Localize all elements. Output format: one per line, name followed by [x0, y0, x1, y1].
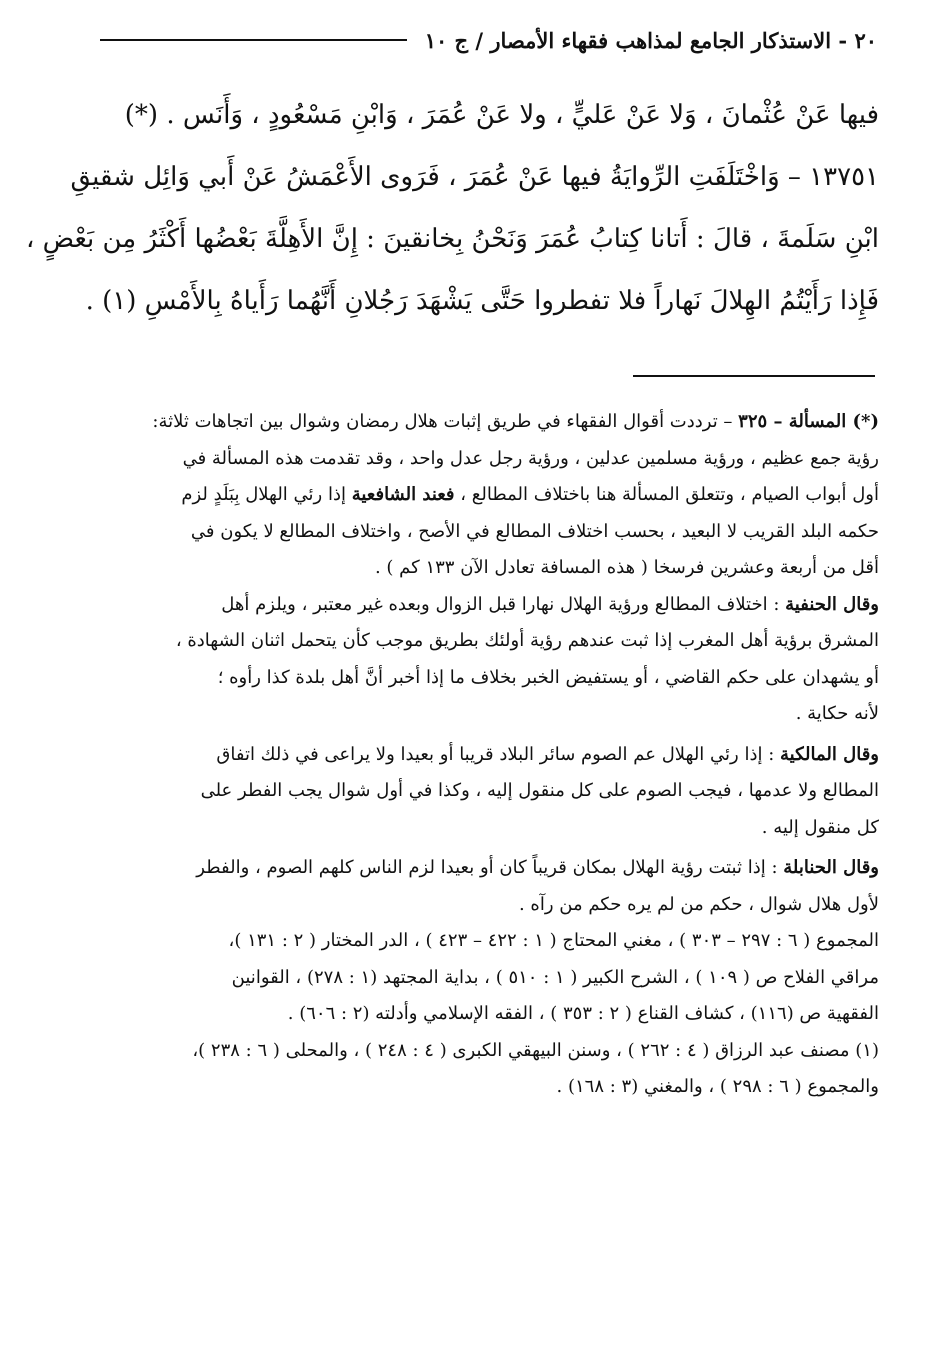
footnote-separator	[633, 375, 875, 377]
main-line: ابْنِ سَلَمةَ ، قالَ : أَتانا كِتابُ عُمَرَ وَنَحْنُ بِخانقينَ : إِنَّ الأَهِلَّةَ بَعْضُها أَكْثَرُ مِن بَعْضٍ ،	[25, 224, 879, 254]
footnote-line	[96, 550, 879, 587]
footnote-line	[96, 810, 879, 847]
main-line: فيها عَنْ عُثْمانَ ، وَلا عَنْ عَليٍّ ، ولا عَنْ عُمَرَ ، وَابْنِ مَسْعُودٍ ، وَأَنَس . (*)	[124, 100, 879, 130]
footnote-text: إذا رئي الهلال بِبَلَدٍ لزم	[181, 484, 352, 505]
footnote-heading: وقال الحنابلة	[783, 857, 879, 878]
footnote-line	[96, 404, 879, 441]
footnote-text: الفقهية ص (١١٦) ، كشاف القناع ( ٢ : ٣٥٣ ) ، الفقه الإسلامي وأدلته (٢ : ٦٠٦) .	[287, 1003, 879, 1024]
main-line: ١٣٧٥١ – وَاخْتَلَفَتِ الرِّوايَةُ فيها عَنْ عُمَرَ ، فَرَوى الأَعْمَشُ عَنْ أَبي وَائِل شقيقِ	[70, 162, 879, 192]
footnote-text: لأول هلال شوال ، حكم من لم يره حكم من رآه .	[518, 893, 879, 915]
footnote-line	[96, 660, 879, 697]
footnote-heading: وقال الحنفية	[785, 593, 879, 615]
footnote-line	[96, 773, 879, 810]
footnote-text: المطالع ولا عدمها ، فيجب الصوم على كل منقول إليه ، وكذا في أول شوال يجب الفطر على	[200, 780, 879, 801]
footnote-heading: (*) المسألة – ٣٢٥	[738, 411, 879, 432]
footnote-text: أو يشهدان على حكم القاضي ، أو يستفيض الخبر بخلاف ما إذا أخبر أنَّ أهل بلدة كذا رأوه ؛	[217, 666, 879, 688]
footnotes	[96, 404, 879, 1106]
footnote-line	[96, 1069, 879, 1106]
footnote-line	[96, 850, 879, 887]
footnote-text: – ترددت أقوال الفقهاء في طريق إثبات هلال رمضان وشوال بين اتجاهات ثلاثة:	[152, 411, 739, 432]
footnote-text: أول أبواب الصيام ، وتتعلق المسألة هنا باختلاف المطالع ،	[454, 484, 879, 505]
footnote-line	[96, 477, 879, 514]
footnote-line	[96, 696, 879, 733]
footnote-line	[96, 514, 879, 551]
footnote-heading: فعند الشافعية	[351, 484, 455, 505]
footnote-line	[96, 737, 879, 774]
footnote-line	[96, 441, 879, 478]
footnote-line	[96, 996, 879, 1033]
footnote-line	[96, 923, 879, 960]
footnote-text: أقل من أربعة وعشرين فرسخا ( هذه المسافة تعادل الآن ١٣٣ كم ) .	[374, 557, 879, 578]
footnote-heading: وقال المالكية	[779, 743, 879, 765]
header-rule	[100, 39, 407, 41]
footnote-text: : اختلاف المطالع ورؤية الهلال نهارا قبل الزوال وبعده غير معتبر ، ويلزم أهل	[221, 593, 786, 615]
main-line: فَإِذا رَأَيْتُمُ الهِلالَ نَهاراً فلا تفطروا حَتَّى يَشْهَدَ رَجُلانِ أَنَّهُما رَأَياهُ بِالأَمْسِ (١) .	[85, 286, 879, 316]
footnote-text: مراقي الفلاح ص ( ١٠٩ ) ، الشرح الكبير ( ١ : ٥١٠ ) ، بداية المجتهد (١ : ٢٧٨) ، القوانين	[231, 966, 879, 988]
main-text	[25, 84, 879, 332]
footnote-text: حكمه البلد القريب لا البعيد ، بحسب اختلاف المطالع في الأصح ، واختلاف المطالع لا يكون في	[190, 520, 879, 542]
footnote-line	[96, 623, 879, 660]
running-title: ٢٠ - الاستذكار الجامع لمذاهب فقهاء الأمصار / ج ١٠	[424, 27, 877, 53]
footnote-text: : إذا ثبتت رؤية الهلال بمكان قريباً كان أو بعيدا لزم الناس كلهم الصوم ، والفطر	[196, 857, 784, 878]
footnote-text: والمجموع ( ٦ : ٢٩٨ ) ، والمغني (٣ : ١٦٨) .	[556, 1076, 879, 1097]
footnote-text: لأنه حكاية .	[795, 703, 879, 724]
footnote-text: : إذا رئي الهلال عم الصوم سائر البلاد قريبا أو بعيدا ولا يراعى في ذلك اتفاق	[216, 743, 780, 765]
running-header	[100, 22, 877, 58]
footnote-text: (١) مصنف عبد الرزاق ( ٤ : ٢٦٢ ) ، وسنن البيهقي الكبرى ( ٤ : ٢٤٨ ) ، والمحلى ( ٦ : ٢٣٨ )،	[192, 1039, 879, 1061]
footnote-line	[96, 587, 879, 624]
footnote-text: رؤية جمع عظيم ، ورؤية مسلمين عدلين ، ورؤية رجل عدل واحد ، وقد تقدمت هذه المسألة في	[182, 447, 879, 469]
footnote-line	[96, 960, 879, 997]
footnote-line	[96, 887, 879, 924]
footnote-text: المجموع ( ٦ : ٢٩٧ – ٣٠٣ ) ، مغني المحتاج ( ١ : ٤٢٢ – ٤٢٣ ) ، الدر المختار ( ٢ : ١٣١ )،	[228, 930, 879, 951]
footnote-line	[96, 1033, 879, 1070]
footnote-text: المشرق برؤية أهل المغرب إذا ثبت عندهم رؤية أولئك بطريق موجب كأن يتحمل اثنان الشهادة ،	[175, 630, 879, 651]
footnote-text: كل منقول إليه .	[761, 816, 879, 838]
